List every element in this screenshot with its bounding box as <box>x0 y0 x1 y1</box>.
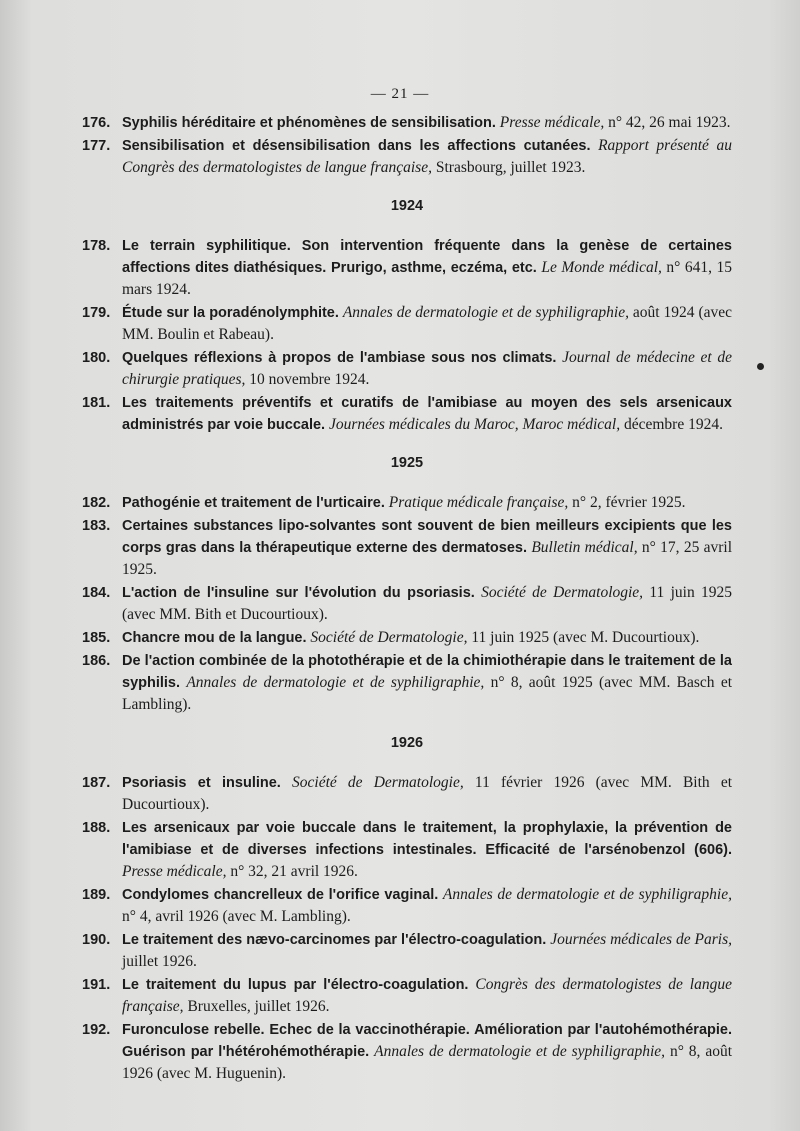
entry-details: août 1924 (avec MM. Boulin et Rabeau). <box>122 304 733 343</box>
entry-details: n° 8, août 1925 (avec MM. Basch et Lambling). <box>122 674 733 713</box>
entry-number: 186. <box>82 653 111 669</box>
bibliography-entry <box>82 112 732 134</box>
section-1924 <box>82 198 732 436</box>
entry-details: décembre 1924. <box>623 416 723 433</box>
entry-details: Bruxelles, juillet 1926. <box>187 998 330 1015</box>
year-heading: 1926 <box>390 735 424 751</box>
entry-number: 176. <box>82 115 111 131</box>
entry-number: 184. <box>82 585 111 601</box>
entry-title: Furonculose rebelle. Echec de la vaccinothérapie. Amélioration par l'autohémothérapie. Guérison par l'hétérohémothérapie. <box>122 1022 732 1060</box>
entry-details: n° 4, avril 1926 (avec M. Lambling). <box>122 908 351 925</box>
entry-details: n° 32, 21 avril 1926. <box>230 863 358 880</box>
entry-title: De l'action combinée de la photothérapie et de la chimiothérapie dans le traitement de la syphilis. <box>122 653 732 691</box>
bibliography-entry <box>82 515 732 581</box>
entry-source: Le Monde médical, <box>541 259 662 276</box>
entry-number: 185. <box>82 630 111 646</box>
entry-details: n° 2, février 1925. <box>572 494 686 511</box>
entry-title: Le traitement des nævo-carcinomes par l'électro-coagulation. <box>122 932 547 948</box>
entry-title: Le traitement du lupus par l'électro-coagulation. <box>122 977 469 993</box>
entry-source: Annales de dermatologie et de syphiligraphie, <box>374 1043 666 1060</box>
entry-source: Société de Dermatologie, <box>310 629 468 646</box>
bibliography-entry <box>82 884 732 928</box>
entry-title: Certaines substances lipo-solvantes sont souvent de bien meilleurs excipients que les corps gras dans la thérapeutique externe des dermatoses. <box>122 518 732 556</box>
entry-details: n° 17, 25 avril 1925. <box>122 539 733 578</box>
entry-number: 182. <box>82 495 111 511</box>
entry-source: Journées médicales du Maroc, Maroc médical, <box>328 416 621 433</box>
entry-source: Presse médicale, <box>499 114 605 131</box>
bibliography-entry <box>82 772 732 816</box>
bibliography-entry <box>82 929 732 973</box>
bibliography-entry <box>82 1019 732 1085</box>
entry-source: Pratique médicale française, <box>388 494 569 511</box>
entry-details: 11 juin 1925 (avec MM. Bith et Ducourtioux). <box>122 584 733 623</box>
entry-title: Condylomes chancrelleux de l'orifice vaginal. <box>122 887 439 903</box>
entry-title: Sensibilisation et désensibilisation dans les affections cutanées. <box>122 138 591 154</box>
entry-source: Journées médicales de Paris, <box>550 931 733 948</box>
entry-source: Rapport présenté au Congrès des dermatologistes de langue française, <box>122 137 732 176</box>
entry-source: Presse médicale, <box>122 863 227 880</box>
entry-source: Société de Dermatologie, <box>481 584 644 601</box>
entry-number: 181. <box>82 395 111 411</box>
entry-details: n° 8, août 1926 (avec M. Huguenin). <box>122 1043 733 1082</box>
entry-source: Annales de dermatologie et de syphiligraphie, <box>186 674 485 691</box>
bibliography-entry <box>82 235 732 301</box>
entry-title: Étude sur la poradénolymphite. <box>122 305 339 321</box>
ink-dot-mark <box>757 363 764 370</box>
bibliography-entry <box>82 347 732 391</box>
bibliography-entry <box>82 392 732 436</box>
entry-number: 187. <box>82 775 111 791</box>
bibliography-entry <box>82 582 732 626</box>
entry-title: Syphilis héréditaire et phénomènes de sensibilisation. <box>122 115 496 131</box>
entry-source: Bulletin médical, <box>531 539 638 556</box>
section-1923 <box>82 112 732 179</box>
entry-source: Congrès des dermatologistes de langue française, <box>122 976 732 1015</box>
bibliography-entry <box>82 302 732 346</box>
entry-number: 183. <box>82 518 111 534</box>
entry-number: 180. <box>82 350 111 366</box>
entry-number: 177. <box>82 138 111 154</box>
entry-title: Les arsenicaux par voie buccale dans le traitement, la prophylaxie, la prévention de l'amibiase et de diverses infections intestinales. Efficacité de l'arsénobenzol (606). <box>122 820 732 858</box>
entry-title: Psoriasis et insuline. <box>122 775 281 791</box>
entry-details: 10 novembre 1924. <box>249 371 370 388</box>
entry-number: 190. <box>82 932 111 948</box>
bibliography-entry <box>82 492 732 514</box>
entry-number: 191. <box>82 977 111 993</box>
entry-details: n° 42, 26 mai 1923. <box>608 114 731 131</box>
entry-number: 192. <box>82 1022 111 1038</box>
entry-number: 178. <box>82 238 111 254</box>
section-1926 <box>82 735 732 1085</box>
bibliography-entry <box>82 627 732 649</box>
entry-details: juillet 1926. <box>122 953 197 970</box>
entry-source: Annales de dermatologie et de syphiligraphie, <box>342 304 629 321</box>
entry-title: Chancre mou de la langue. <box>122 630 307 646</box>
entry-details: n° 641, 15 mars 1924. <box>122 259 733 298</box>
bibliography-list <box>82 112 732 1086</box>
entry-title: Pathogénie et traitement de l'urticaire. <box>122 495 385 511</box>
entry-number: 188. <box>82 820 111 836</box>
entry-number: 179. <box>82 305 111 321</box>
entry-details: 11 février 1926 (avec MM. Bith et Ducourtioux). <box>122 774 733 813</box>
entry-title: Les traitements préventifs et curatifs de l'amibiase au moyen des sels arsenicaux administrés par voie buccale. <box>122 395 732 433</box>
year-heading: 1925 <box>390 455 424 471</box>
bibliography-entry <box>82 135 732 179</box>
entry-title: Quelques réflexions à propos de l'ambiase sous nos climats. <box>122 350 557 366</box>
entry-source: Société de Dermatologie, <box>292 774 464 791</box>
page-number: — 21 — <box>370 86 430 102</box>
year-heading: 1924 <box>390 198 424 214</box>
bibliography-entry <box>82 974 732 1018</box>
entry-title: L'action de l'insuline sur l'évolution du psoriasis. <box>122 585 475 601</box>
entry-title: Le terrain syphilitique. Son intervention fréquente dans la genèse de certaines affections dites diathésiques. Prurigo, asthme, eczéma, etc. <box>122 238 732 276</box>
entry-source: Annales de dermatologie et de syphiligraphie, <box>442 886 732 903</box>
entry-number: 189. <box>82 887 111 903</box>
bibliography-entry <box>82 817 732 883</box>
entry-source: Journal de médecine et de chirurgie pratiques, <box>122 349 733 388</box>
entry-details: Strasbourg, juillet 1923. <box>435 159 586 176</box>
entry-details: 11 juin 1925 (avec M. Ducourtioux). <box>471 629 700 646</box>
bibliography-entry <box>82 650 732 716</box>
section-1925 <box>82 455 732 716</box>
